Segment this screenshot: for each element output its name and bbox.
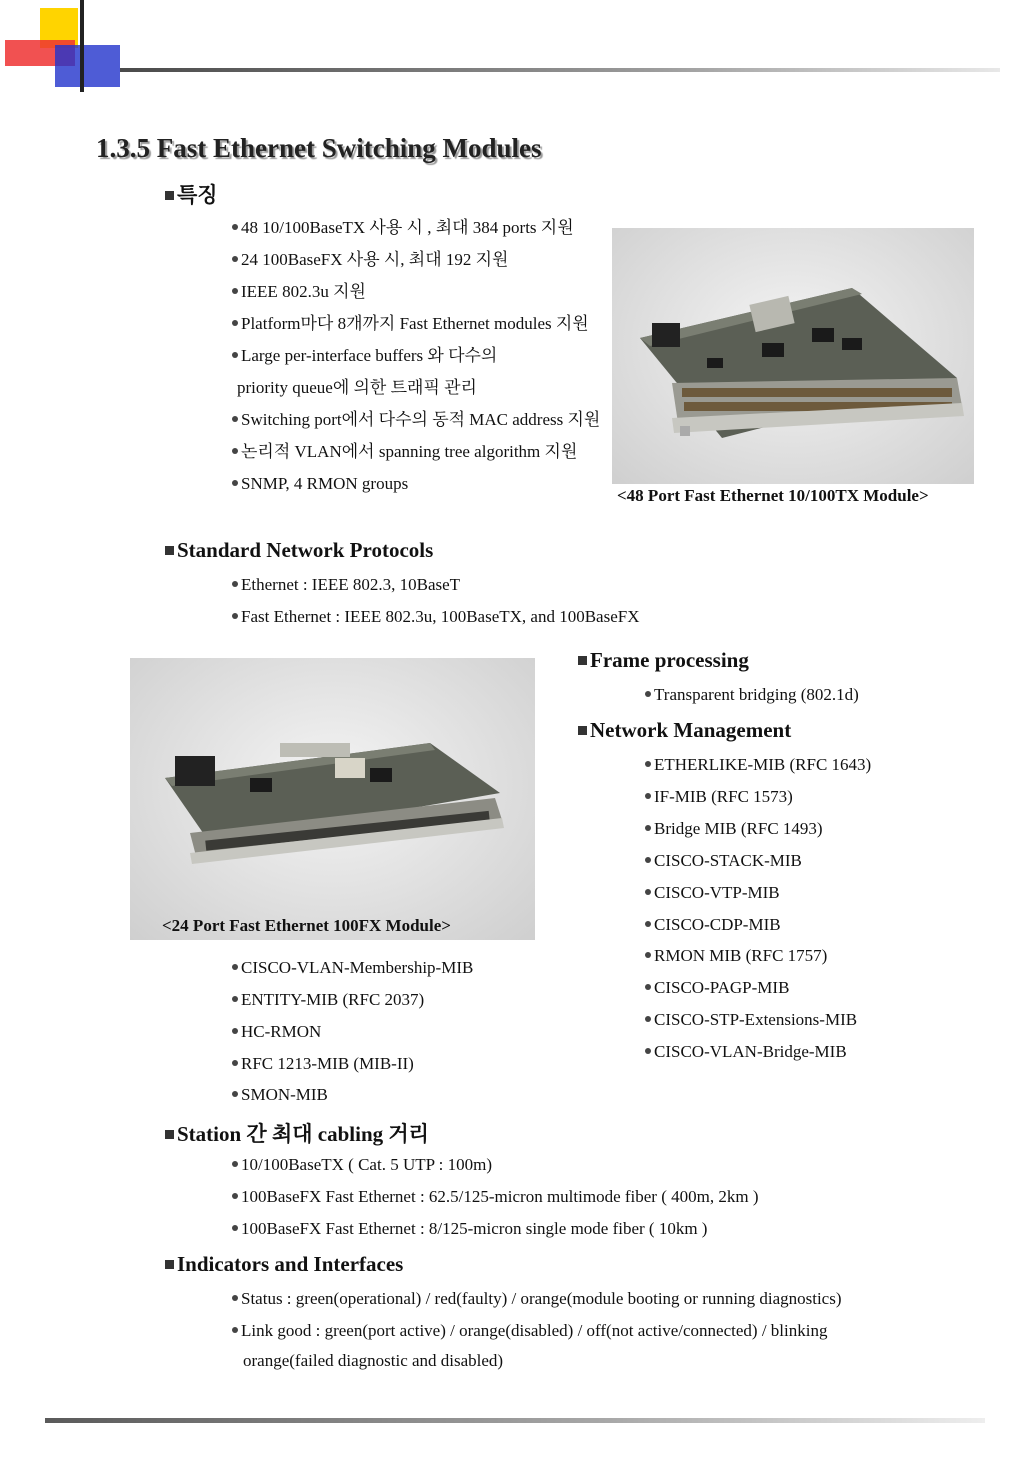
- list-item: [232, 346, 497, 366]
- list-item: [232, 607, 640, 627]
- indicators-heading: [165, 1252, 403, 1277]
- list-item-continuation: [243, 1351, 503, 1371]
- bullet-dot-icon: [232, 1225, 238, 1231]
- list-item-text: Status : green(operational) / red(faulty) / orange(module booting or running diagnostics): [241, 1289, 842, 1308]
- bullet-dot-icon: [232, 1161, 238, 1167]
- bullet-dot-icon: [232, 448, 238, 454]
- list-item: [232, 218, 574, 238]
- list-item-text: CISCO-PAGP-MIB: [654, 978, 790, 997]
- list-item: [232, 410, 600, 430]
- bullet-dot-icon: [232, 996, 238, 1002]
- list-item: [232, 1022, 321, 1042]
- bullet-dot-icon: [645, 984, 651, 990]
- page-title: 1.3.5 Fast Ethernet Switching Modules: [96, 133, 542, 163]
- cabling-heading-text: Station 간 최대 cabling 거리: [177, 1122, 429, 1146]
- bullet-dot-icon: [232, 1295, 238, 1301]
- protocols-heading-text: Standard Network Protocols: [177, 538, 434, 562]
- netmgmt-heading-text: Network Management: [590, 718, 792, 742]
- list-item: [232, 1054, 414, 1074]
- protocols-heading: [165, 538, 433, 563]
- features-heading: [165, 179, 218, 209]
- bullet-dot-icon: [232, 352, 238, 358]
- list-item-text: HC-RMON: [241, 1022, 322, 1041]
- list-item: [232, 442, 577, 462]
- square-bullet-icon: [578, 656, 587, 665]
- list-item-text: ETHERLIKE-MIB (RFC 1643): [654, 755, 872, 774]
- list-item: [232, 1219, 707, 1239]
- list-item-continuation: [237, 378, 477, 398]
- list-item: [232, 314, 589, 334]
- bullet-dot-icon: [645, 1048, 651, 1054]
- square-bullet-icon: [165, 1130, 174, 1139]
- list-item-text: RFC 1213-MIB (MIB-II): [241, 1054, 414, 1073]
- module-24-port-photo: [130, 658, 535, 940]
- bullet-dot-icon: [645, 761, 651, 767]
- bullet-dot-icon: [232, 1060, 238, 1066]
- frame-heading-text: Frame processing: [590, 648, 749, 672]
- figure-48-caption: <48 Port Fast Ethernet 10/100TX Module>: [617, 486, 929, 505]
- list-item: [645, 883, 780, 903]
- list-item-text: IEEE 802.3u 지원: [241, 282, 366, 301]
- list-item: [645, 978, 789, 998]
- list-item-text: CISCO-VTP-MIB: [654, 883, 780, 902]
- corner-logo: [0, 0, 140, 95]
- list-item: [645, 685, 859, 705]
- bullet-dot-icon: [232, 1091, 238, 1097]
- list-item-text: 24 100BaseFX 사용 시, 최대 192 지원: [241, 250, 509, 269]
- module-48-port-photo: [612, 228, 974, 484]
- square-bullet-icon: [165, 191, 174, 200]
- bullet-dot-icon: [232, 581, 238, 587]
- list-item: [645, 1010, 857, 1030]
- bullet-dot-icon: [645, 691, 651, 697]
- bullet-dot-icon: [645, 793, 651, 799]
- square-bullet-icon: [578, 726, 587, 735]
- list-item-text: CISCO-CDP-MIB: [654, 915, 781, 934]
- bullet-dot-icon: [645, 952, 651, 958]
- list-item: [232, 1155, 492, 1175]
- square-bullet-icon: [165, 546, 174, 555]
- list-item-text: RMON MIB (RFC 1757): [654, 946, 828, 965]
- bullet-dot-icon: [645, 825, 651, 831]
- list-item-text: orange(failed diagnostic and disabled): [243, 1351, 504, 1370]
- bullet-dot-icon: [645, 921, 651, 927]
- netmgmt-heading: [578, 718, 791, 743]
- footer-rule: [45, 1418, 985, 1423]
- list-item: [232, 1085, 328, 1105]
- features-heading-text: 특징: [177, 183, 218, 207]
- list-item-text: IF-MIB (RFC 1573): [654, 787, 793, 806]
- list-item: [232, 474, 408, 494]
- bullet-dot-icon: [232, 416, 238, 422]
- list-item-text: Bridge MIB (RFC 1493): [654, 819, 823, 838]
- cabling-heading: [165, 1118, 429, 1148]
- figure-24-caption: <24 Port Fast Ethernet 100FX Module>: [162, 916, 451, 935]
- bullet-dot-icon: [232, 480, 238, 486]
- list-item: [645, 787, 793, 807]
- list-item-text: 100BaseFX Fast Ethernet : 62.5/125-micron multimode fiber ( 400m, 2km ): [241, 1187, 759, 1206]
- list-item: [645, 1042, 847, 1062]
- list-item: [232, 575, 460, 595]
- list-item-text: CISCO-VLAN-Membership-MIB: [241, 958, 474, 977]
- bullet-dot-icon: [232, 1327, 238, 1333]
- list-item-text: 48 10/100BaseTX 사용 시 , 최대 384 ports 지원: [241, 218, 574, 237]
- list-item: [232, 990, 424, 1010]
- list-item: [232, 250, 508, 270]
- bullet-dot-icon: [645, 857, 651, 863]
- list-item: [232, 1187, 758, 1207]
- list-item: [232, 282, 366, 302]
- frame-heading: [578, 648, 749, 673]
- list-item: [232, 958, 473, 978]
- list-item: [645, 755, 871, 775]
- square-bullet-icon: [165, 1260, 174, 1269]
- list-item-text: CISCO-STACK-MIB: [654, 851, 802, 870]
- bullet-dot-icon: [232, 1193, 238, 1199]
- list-item: [645, 915, 781, 935]
- list-item-text: ENTITY-MIB (RFC 2037): [241, 990, 425, 1009]
- list-item: [645, 946, 827, 966]
- bullet-dot-icon: [232, 1028, 238, 1034]
- list-item-text: priority queue에 의한 트래픽 관리: [237, 378, 477, 397]
- bullet-dot-icon: [645, 889, 651, 895]
- list-item: [232, 1321, 827, 1341]
- header-rule: [120, 68, 1000, 72]
- list-item-text: Platform마다 8개까지 Fast Ethernet modules 지원: [241, 314, 589, 333]
- bullet-dot-icon: [232, 613, 238, 619]
- list-item-text: SNMP, 4 RMON groups: [241, 474, 409, 493]
- list-item-text: CISCO-STP-Extensions-MIB: [654, 1010, 858, 1029]
- list-item: [645, 819, 823, 839]
- bullet-dot-icon: [232, 288, 238, 294]
- list-item-text: 100BaseFX Fast Ethernet : 8/125-micron single mode fiber ( 10km ): [241, 1219, 708, 1238]
- list-item-text: Link good : green(port active) / orange(disabled) / off(not active/connected) / blinking: [241, 1321, 828, 1340]
- bullet-dot-icon: [232, 964, 238, 970]
- bullet-dot-icon: [645, 1016, 651, 1022]
- list-item-text: Large per-interface buffers 와 다수의: [241, 346, 498, 365]
- indicators-heading-text: Indicators and Interfaces: [177, 1252, 404, 1276]
- list-item: [645, 851, 802, 871]
- list-item-text: Ethernet : IEEE 802.3, 10BaseT: [241, 575, 461, 594]
- module-48-port-image: [612, 228, 974, 484]
- bullet-dot-icon: [232, 320, 238, 326]
- list-item-text: CISCO-VLAN-Bridge-MIB: [654, 1042, 847, 1061]
- list-item-text: Transparent bridging (802.1d): [654, 685, 859, 704]
- list-item-text: 논리적 VLAN에서 spanning tree algorithm 지원: [241, 442, 578, 461]
- bullet-dot-icon: [232, 256, 238, 262]
- list-item-text: Switching port에서 다수의 동적 MAC address 지원: [241, 410, 601, 429]
- list-item-text: SMON-MIB: [241, 1085, 328, 1104]
- bullet-dot-icon: [232, 224, 238, 230]
- list-item: [232, 1289, 842, 1309]
- list-item-text: Fast Ethernet : IEEE 802.3u, 100BaseTX, and 100BaseFX: [241, 607, 640, 626]
- list-item-text: 10/100BaseTX ( Cat. 5 UTP : 100m): [241, 1155, 493, 1174]
- module-24-port-image: [130, 658, 535, 940]
